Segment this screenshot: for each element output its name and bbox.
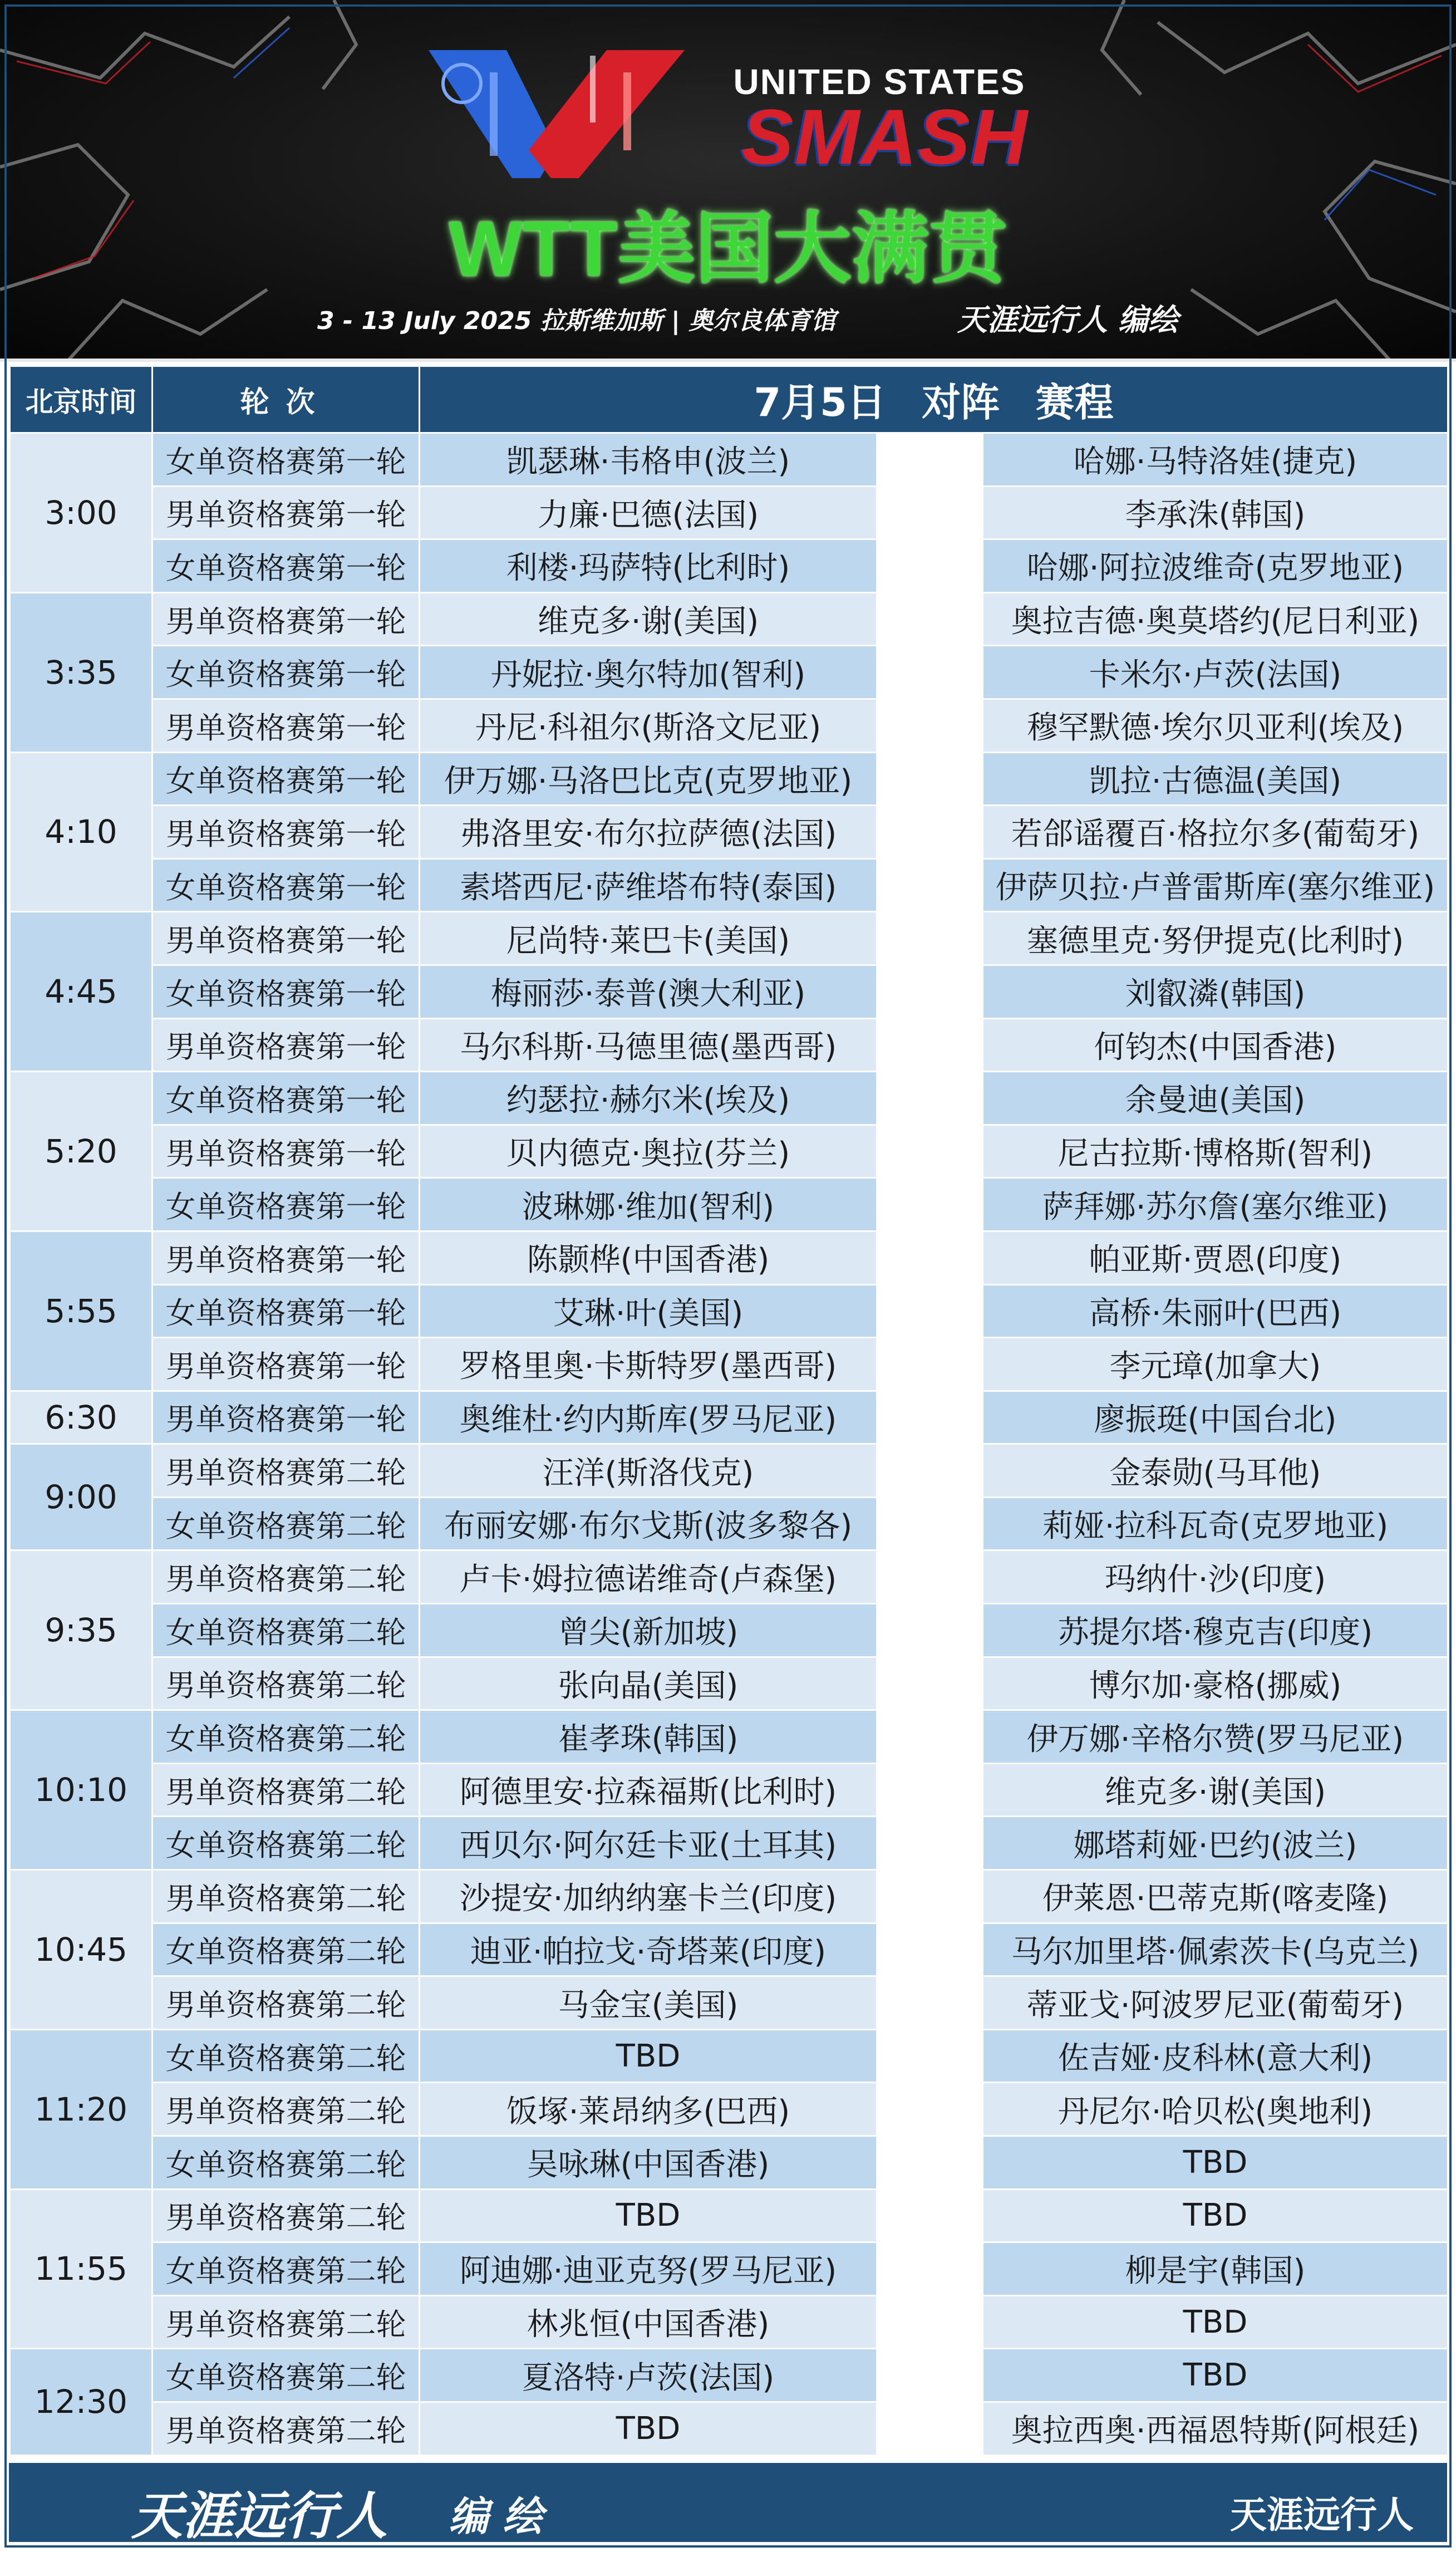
match-round: 女单资格赛第一轮 xyxy=(153,1178,420,1231)
player-two: 萨拜娜·苏尔詹(塞尔维亚) xyxy=(983,1178,1448,1231)
time-slot: 6:30 xyxy=(10,1391,153,1444)
match-row xyxy=(10,699,1448,752)
match-row xyxy=(10,806,1448,859)
match-row xyxy=(10,2349,1448,2402)
player-one: TBD xyxy=(420,2402,877,2455)
player-one: 卢卡·姆拉德诺维奇(卢森堡) xyxy=(420,1550,877,1604)
player-two: 李元璋(加拿大) xyxy=(983,1338,1448,1391)
match-round: 女单资格赛第二轮 xyxy=(153,2029,420,2083)
match-round: 男单资格赛第一轮 xyxy=(153,486,420,539)
match-round: 男单资格赛第二轮 xyxy=(153,2083,420,2136)
match-row xyxy=(10,752,1448,806)
match-round: 女单资格赛第二轮 xyxy=(153,2136,420,2190)
player-one: 素塔西尼·萨维塔布特(泰国) xyxy=(420,858,877,912)
match-round: 男单资格赛第二轮 xyxy=(153,1657,420,1710)
player-two: TBD xyxy=(983,2349,1448,2402)
player-two: 苏提尔塔·穆克吉(印度) xyxy=(983,1604,1448,1657)
time-slot: 9:00 xyxy=(10,1444,153,1550)
player-two: 廖振珽(中国台北) xyxy=(983,1391,1448,1444)
player-two: 伊万娜·辛格尔赞(罗马尼亚) xyxy=(983,1710,1448,1764)
match-row xyxy=(10,1976,1448,2030)
player-one: 罗格里奥·卡斯特罗(墨西哥) xyxy=(420,1338,877,1391)
match-row xyxy=(10,2083,1448,2136)
match-round: 男单资格赛第一轮 xyxy=(153,912,420,965)
versus-gap xyxy=(877,2295,983,2349)
footer-watermark: 天涯远行人 xyxy=(1230,2494,1414,2536)
player-one: 利楼·玛萨特(比利时) xyxy=(420,539,877,593)
player-one: 贝内德克·奥拉(芬兰) xyxy=(420,1125,877,1178)
match-row xyxy=(10,1231,1448,1284)
match-round: 男单资格赛第二轮 xyxy=(153,1763,420,1817)
match-row xyxy=(10,1284,1448,1338)
player-one: 阿迪娜·迪亚克努(罗马尼亚) xyxy=(420,2242,877,2296)
player-two: 伊莱恩·巴蒂克斯(喀麦隆) xyxy=(983,1870,1448,1923)
versus-gap xyxy=(877,433,983,487)
versus-gap xyxy=(877,2242,983,2296)
player-one: 崔孝珠(韩国) xyxy=(420,1710,877,1764)
player-one: 约瑟拉·赫尔米(埃及) xyxy=(420,1072,877,1125)
time-slot: 5:20 xyxy=(10,1072,153,1231)
footer-credit: 编 绘 xyxy=(449,2493,543,2540)
match-row xyxy=(10,2029,1448,2083)
match-row xyxy=(10,858,1448,912)
time-slot: 5:55 xyxy=(10,1231,153,1391)
footer-bar xyxy=(9,2463,1447,2546)
match-row xyxy=(10,1391,1448,1444)
player-two: 佐吉娅·皮科林(意大利) xyxy=(983,2029,1448,2083)
time-slot: 10:10 xyxy=(10,1710,153,1870)
match-round: 女单资格赛第二轮 xyxy=(153,1923,420,1976)
player-two: 卡米尔·卢茨(法国) xyxy=(983,646,1448,699)
player-two: 伊萨贝拉·卢普雷斯库(塞尔维亚) xyxy=(983,858,1448,912)
time-slot: 3:35 xyxy=(10,592,153,752)
player-one: 汪洋(斯洛伐克) xyxy=(420,1444,877,1498)
versus-gap xyxy=(877,1604,983,1657)
player-one: 林兆恒(中国香港) xyxy=(420,2295,877,2349)
player-one: 艾琳·叶(美国) xyxy=(420,1284,877,1338)
match-round: 男单资格赛第一轮 xyxy=(153,1018,420,1072)
versus-gap xyxy=(877,1125,983,1178)
player-one: 西贝尔·阿尔廷卡亚(土耳其) xyxy=(420,1817,877,1870)
versus-gap xyxy=(877,592,983,646)
versus-gap xyxy=(877,752,983,806)
match-round: 女单资格赛第一轮 xyxy=(153,646,420,699)
match-round: 男单资格赛第一轮 xyxy=(153,592,420,646)
banner-credit: 天涯远行人 编绘 xyxy=(957,302,1178,337)
player-one: 弗洛里安·布尔拉萨德(法国) xyxy=(420,806,877,859)
match-row xyxy=(10,1338,1448,1391)
versus-gap xyxy=(877,1018,983,1072)
player-one: 饭塚·莱昂纳多(巴西) xyxy=(420,2083,877,2136)
match-round: 男单资格赛第二轮 xyxy=(153,1550,420,1604)
versus-gap xyxy=(877,699,983,752)
versus-gap xyxy=(877,1923,983,1976)
player-two: 刘叡潾(韩国) xyxy=(983,965,1448,1018)
versus-gap xyxy=(877,1444,983,1498)
versus-gap xyxy=(877,2029,983,2083)
match-round: 女单资格赛第二轮 xyxy=(153,1817,420,1870)
player-two: 玛纳什·沙(印度) xyxy=(983,1550,1448,1604)
versus-gap xyxy=(877,2189,983,2242)
player-two: 穆罕默德·埃尔贝亚利(埃及) xyxy=(983,699,1448,752)
match-round: 男单资格赛第二轮 xyxy=(153,1444,420,1498)
versus-gap xyxy=(877,2402,983,2455)
versus-gap xyxy=(877,912,983,965)
schedule-header-row xyxy=(10,366,1448,433)
match-row xyxy=(10,486,1448,539)
versus-gap xyxy=(877,858,983,912)
player-one: 马尔科斯·马德里德(墨西哥) xyxy=(420,1018,877,1072)
player-two: 柳是宇(韩国) xyxy=(983,2242,1448,2296)
match-round: 男单资格赛第一轮 xyxy=(153,806,420,859)
versus-gap xyxy=(877,1338,983,1391)
versus-gap xyxy=(877,1976,983,2030)
match-row xyxy=(10,1444,1448,1498)
match-round: 男单资格赛第二轮 xyxy=(153,1976,420,2030)
versus-gap xyxy=(877,965,983,1018)
player-two: 维克多·谢(美国) xyxy=(983,1763,1448,1817)
time-slot: 3:00 xyxy=(10,433,153,593)
versus-gap xyxy=(877,646,983,699)
player-one: 曾尖(新加坡) xyxy=(420,1604,877,1657)
smash-logo-emblem xyxy=(423,39,712,189)
match-row xyxy=(10,2242,1448,2296)
player-one: 沙提安·加纳纳塞卡兰(印度) xyxy=(420,1870,877,1923)
match-round: 女单资格赛第一轮 xyxy=(153,752,420,806)
player-one: 夏洛特·卢茨(法国) xyxy=(420,2349,877,2402)
versus-gap xyxy=(877,1817,983,1870)
player-two: 高桥·朱丽叶(巴西) xyxy=(983,1284,1448,1338)
match-round: 女单资格赛第一轮 xyxy=(153,965,420,1018)
time-slot: 4:45 xyxy=(10,912,153,1072)
player-one: 维克多·谢(美国) xyxy=(420,592,877,646)
match-round: 男单资格赛第二轮 xyxy=(153,2402,420,2455)
event-banner xyxy=(0,0,1456,362)
match-round: 女单资格赛第一轮 xyxy=(153,539,420,593)
match-round: 女单资格赛第一轮 xyxy=(153,1072,420,1125)
player-one: TBD xyxy=(420,2189,877,2242)
header-schedule-title: 7月5日 对阵 赛程 xyxy=(420,366,1448,433)
player-two: 尼古拉斯·博格斯(智利) xyxy=(983,1125,1448,1178)
match-row xyxy=(10,1817,1448,1870)
player-two: 若郃谣覆百·格拉尔多(葡萄牙) xyxy=(983,806,1448,859)
versus-gap xyxy=(877,1870,983,1923)
match-row xyxy=(10,1018,1448,1072)
player-one: 凯瑟琳·韦格申(波兰) xyxy=(420,433,877,487)
match-round: 女单资格赛第一轮 xyxy=(153,433,420,487)
versus-gap xyxy=(877,1763,983,1817)
versus-gap xyxy=(877,1550,983,1604)
player-one: 布丽安娜·布尔戈斯(波多黎各) xyxy=(420,1497,877,1550)
match-row xyxy=(10,1923,1448,1976)
event-title: WTT美国大满贯 xyxy=(449,205,1007,292)
player-one: 张向晶(美国) xyxy=(420,1657,877,1710)
versus-gap xyxy=(877,1391,983,1444)
player-one: 伊万娜·马洛巴比克(克罗地亚) xyxy=(420,752,877,806)
match-row xyxy=(10,433,1448,487)
match-round: 女单资格赛第二轮 xyxy=(153,1604,420,1657)
versus-gap xyxy=(877,486,983,539)
player-two: 奥拉西奥·西福恩特斯(阿根廷) xyxy=(983,2402,1448,2455)
match-round: 女单资格赛第二轮 xyxy=(153,2242,420,2296)
player-one: 阿德里安·拉森福斯(比利时) xyxy=(420,1763,877,1817)
event-dates-venue: 3 - 13 July 2025 拉斯维加斯 | 奥尔良体育馆 xyxy=(317,307,836,335)
match-row xyxy=(10,2402,1448,2455)
time-slot: 10:45 xyxy=(10,1870,153,2030)
match-row xyxy=(10,1072,1448,1125)
player-one: 力廉·巴德(法国) xyxy=(420,486,877,539)
match-row xyxy=(10,912,1448,965)
match-row xyxy=(10,1657,1448,1710)
match-row xyxy=(10,965,1448,1018)
player-two: TBD xyxy=(983,2189,1448,2242)
player-two: 余曼迪(美国) xyxy=(983,1072,1448,1125)
player-two: 莉娅·拉科瓦奇(克罗地亚) xyxy=(983,1497,1448,1550)
player-one: 陈颢桦(中国香港) xyxy=(420,1231,877,1284)
match-round: 男单资格赛第二轮 xyxy=(153,1870,420,1923)
player-two: 何钧杰(中国香港) xyxy=(983,1018,1448,1072)
versus-gap xyxy=(877,2083,983,2136)
player-two: 金泰勋(马耳他) xyxy=(983,1444,1448,1498)
match-row xyxy=(10,1604,1448,1657)
player-two: 哈娜·阿拉波维奇(克罗地亚) xyxy=(983,539,1448,593)
player-two: 娜塔莉娅·巴约(波兰) xyxy=(983,1817,1448,1870)
match-row xyxy=(10,2136,1448,2190)
schedule-body xyxy=(10,433,1448,2456)
versus-gap xyxy=(877,1657,983,1710)
player-one: 波琳娜·维加(智利) xyxy=(420,1178,877,1231)
match-row xyxy=(10,592,1448,646)
brand-line-smash: SMASH xyxy=(741,93,1029,180)
player-one: 梅丽莎·泰普(澳大利亚) xyxy=(420,965,877,1018)
player-two: TBD xyxy=(983,2136,1448,2190)
match-round: 女单资格赛第一轮 xyxy=(153,858,420,912)
match-row xyxy=(10,539,1448,593)
versus-gap xyxy=(877,2349,983,2402)
match-row xyxy=(10,2295,1448,2349)
player-one: 吴咏琳(中国香港) xyxy=(420,2136,877,2190)
match-round: 男单资格赛第一轮 xyxy=(153,1338,420,1391)
footer-brand: 天涯远行人 xyxy=(131,2486,388,2546)
versus-gap xyxy=(877,1072,983,1125)
header-beijing-time: 北京时间 xyxy=(10,366,153,433)
match-row xyxy=(10,1178,1448,1231)
header-round: 轮次 xyxy=(153,366,420,433)
versus-gap xyxy=(877,1178,983,1231)
player-one: 丹妮拉·奥尔特加(智利) xyxy=(420,646,877,699)
player-two: 丹尼尔·哈贝松(奥地利) xyxy=(983,2083,1448,2136)
player-two: TBD xyxy=(983,2295,1448,2349)
match-round: 女单资格赛第二轮 xyxy=(153,1710,420,1764)
player-two: 帕亚斯·贾恩(印度) xyxy=(983,1231,1448,1284)
versus-gap xyxy=(877,1284,983,1338)
match-row xyxy=(10,1125,1448,1178)
match-round: 男单资格赛第二轮 xyxy=(153,2295,420,2349)
time-slot: 12:30 xyxy=(10,2349,153,2455)
player-two: 塞德里克·努伊提克(比利时) xyxy=(983,912,1448,965)
versus-gap xyxy=(877,1710,983,1764)
player-one: 迪亚·帕拉戈·奇塔莱(印度) xyxy=(420,1923,877,1976)
versus-gap xyxy=(877,806,983,859)
match-round: 男单资格赛第一轮 xyxy=(153,1231,420,1284)
match-row xyxy=(10,1710,1448,1764)
time-slot: 9:35 xyxy=(10,1550,153,1710)
match-round: 女单资格赛第一轮 xyxy=(153,1284,420,1338)
match-round: 女单资格赛第二轮 xyxy=(153,1497,420,1550)
match-row xyxy=(10,1763,1448,1817)
match-round: 男单资格赛第二轮 xyxy=(153,2189,420,2242)
player-two: 哈娜·马特洛娃(捷克) xyxy=(983,433,1448,487)
match-round: 男单资格赛第一轮 xyxy=(153,1125,420,1178)
player-one: TBD xyxy=(420,2029,877,2083)
player-two: 李承洙(韩国) xyxy=(983,486,1448,539)
versus-gap xyxy=(877,539,983,593)
player-two: 马尔加里塔·佩索茨卡(乌克兰) xyxy=(983,1923,1448,1976)
match-round: 男单资格赛第一轮 xyxy=(153,1391,420,1444)
match-row xyxy=(10,2189,1448,2242)
time-slot: 11:20 xyxy=(10,2029,153,2189)
match-row xyxy=(10,646,1448,699)
player-one: 奥维杜·约内斯库(罗马尼亚) xyxy=(420,1391,877,1444)
brand-line-united-states: UNITED STATES xyxy=(733,62,1026,102)
player-two: 蒂亚戈·阿波罗尼亚(葡萄牙) xyxy=(983,1976,1448,2030)
schedule-table xyxy=(9,365,1449,2456)
versus-gap xyxy=(877,1231,983,1284)
player-one: 马金宝(美国) xyxy=(420,1976,877,2030)
player-one: 尼尚特·莱巴卡(美国) xyxy=(420,912,877,965)
match-row xyxy=(10,1870,1448,1923)
match-round: 男单资格赛第一轮 xyxy=(153,699,420,752)
match-round: 女单资格赛第二轮 xyxy=(153,2349,420,2402)
time-slot: 11:55 xyxy=(10,2189,153,2349)
versus-gap xyxy=(877,1497,983,1550)
player-two: 奥拉吉德·奥莫塔约(尼日利亚) xyxy=(983,592,1448,646)
match-row xyxy=(10,1497,1448,1550)
versus-gap xyxy=(877,2136,983,2190)
player-one: 丹尼·科祖尔(斯洛文尼亚) xyxy=(420,699,877,752)
player-two: 博尔加·豪格(挪威) xyxy=(983,1657,1448,1710)
match-row xyxy=(10,1550,1448,1604)
time-slot: 4:10 xyxy=(10,752,153,912)
player-two: 凯拉·古德温(美国) xyxy=(983,752,1448,806)
